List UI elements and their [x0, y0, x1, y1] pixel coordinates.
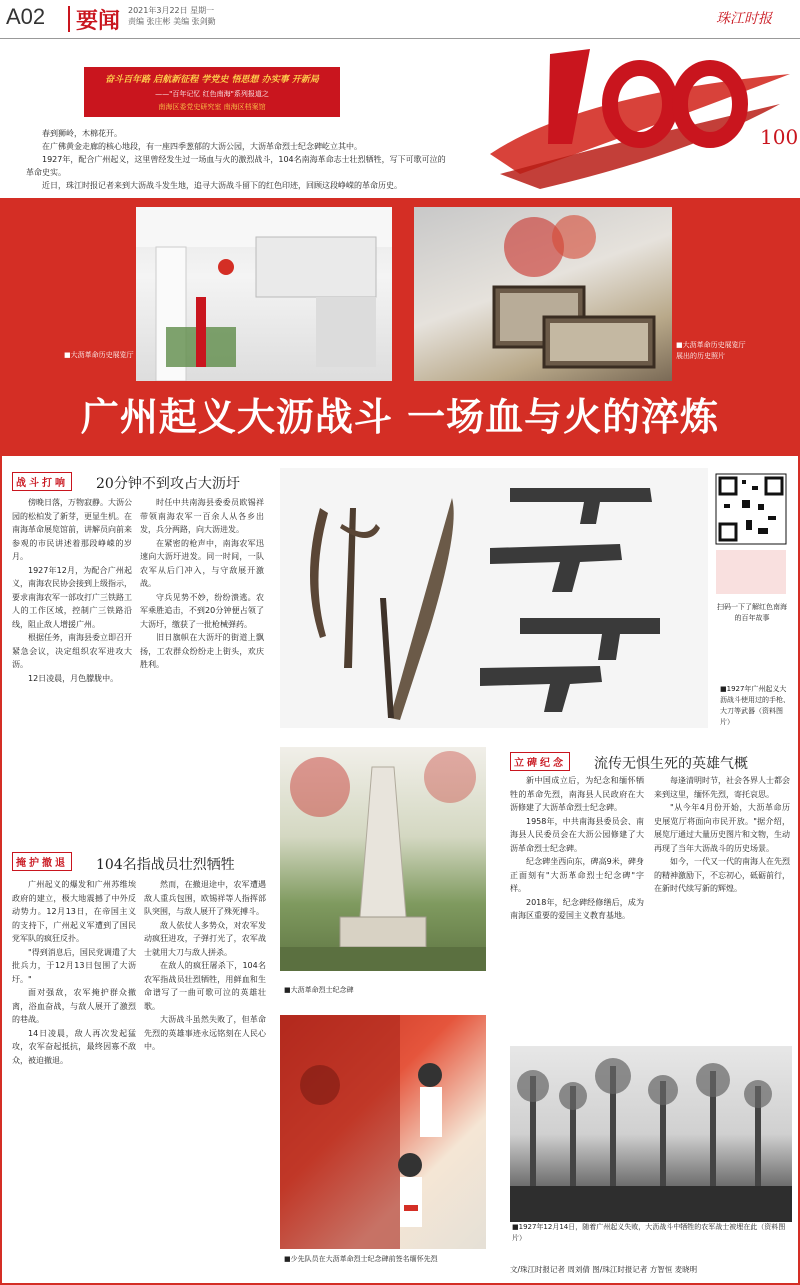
intro-paragraph: 近日，珠江时报记者来到大沥战斗发生地，追寻大沥战斗留下的红色印迹，回顾这段峥嵘的革命历史。 [42, 181, 402, 190]
article-column [140, 496, 264, 672]
paragraph: 敌人依仗人多势众，对农军发动疯狂进攻，子弹打光了，农军战士就用大刀与敌人拼杀。 [144, 920, 266, 957]
qr-code[interactable] [712, 470, 790, 598]
paragraph: 旧日旗帜在大沥圩的街道上飘扬，工农群众纷纷走上街头，欢庆胜利。 [140, 633, 264, 669]
editor-text: 责编 张庄彬 美编 张剑勤 [128, 17, 216, 26]
main-headline: 广州起义大沥战斗 一场血与火的淬炼 [80, 394, 720, 439]
historical-photos-display [414, 207, 672, 381]
photo-caption: ■1927年广州起义大沥战斗使用过的手枪、大刀等武器（资料图片） [720, 685, 790, 726]
banner-organizers: 南海区委党史研究室 南海区档案馆 [158, 103, 266, 111]
historical-site-photo [510, 1046, 792, 1222]
photo-caption: ■大沥革命历史展览厅 [64, 351, 134, 359]
series-banner [84, 67, 340, 117]
section-subtitle: 流传无惧生死的英雄气概 [594, 756, 748, 772]
intro-paragraph: 在广佛黄金走廊的核心地段，有一座四季葱郁的大沥公园，大沥革命烈士纪念碑屹立其中。 [42, 142, 362, 151]
header-divider [68, 6, 70, 32]
paragraph: 然而，在撤退途中，农军遭遇敌人重兵包围，欧锡祥等人指挥部队突围，与敌人展开了殊死搏斗。 [144, 880, 266, 916]
weapons-photo [280, 468, 708, 728]
centenary-emblem [460, 34, 800, 194]
photo-caption: ■大沥革命历史展览厅展出的历史照片 [676, 341, 746, 360]
monument-photo [280, 747, 486, 971]
paragraph: 守兵见势不妙，纷纷溃逃。农军乘胜追击，不到20分钟便占领了大沥圩，缴获了一批枪械弹药。 [140, 592, 264, 629]
paragraph: "从今年4月份开始，大沥革命历史展览厅将面向市民开放。"据介绍，展览厅通过大量历史图片和文物，生动再现了当年大沥战斗的历史场景。 [654, 803, 790, 853]
paragraph: 如今，一代又一代的南海人在先烈的精神激励下，不忘初心，砥砺前行，在新时代续写新的辉煌。 [654, 857, 790, 893]
article-column [510, 774, 644, 923]
paragraph: 纪念碑坐西向东，碑高9米，碑身正面刻有"大沥革命烈士纪念碑"字样。 [510, 857, 644, 893]
paragraph: 2018年，纪念碑经修缮后，成为南海区重要的爱国主义教育基地。 [510, 897, 644, 920]
byline: 文/珠江时报记者 周刘倩 图/珠江时报记者 方智恒 麦晓明 [510, 1265, 698, 1274]
paragraph: 傍晚日落，万物寂静。大沥公园的松柏发了新芽，更显生机。在南海革命展览馆前，讲解员向前来参观的市民讲述着那段峥嵘的岁月。 [12, 498, 132, 561]
section-subtitle: 20分钟不到攻占大沥圩 [96, 476, 240, 492]
intro-paragraph: 1927年，配合广州起义，这里曾经发生过一场血与火的激烈战斗，104名南海革命志士壮烈牺牲，写下可歌可泣的革命史实。 [26, 155, 446, 177]
intro-text [26, 127, 446, 192]
dateline [128, 5, 216, 27]
intro-paragraph: 春到狮岭，木棉花开。 [42, 129, 122, 138]
paper-logo: 珠江时报 [716, 11, 772, 27]
young-pioneers-photo [280, 1015, 486, 1249]
article-column [144, 878, 266, 1054]
section-tag: 掩护撤退 [12, 852, 72, 871]
article-column [654, 774, 790, 896]
paragraph: 新中国成立后，为纪念和缅怀牺牲的革命先烈，南海县人民政府在大沥修建了大沥革命烈士纪念碑。 [510, 776, 644, 812]
paragraph: 广州起义的爆发和广州苏维埃政府的建立，极大地震撼了中外反动势力。12月13日，在帝国主义的支持下，广州起义军遭到了国民党军队的疯狂反扑。 [12, 880, 136, 943]
banner-series: ——"百年记忆 红色南海"系列报道之 [155, 90, 269, 98]
paragraph: 面对强敌，农军掩护群众撤离，浴血奋战，与敌人展开了激烈的巷战。 [12, 988, 136, 1024]
paragraph: "得到消息后，国民党调遣了大批兵力，于12月13日包围了大沥圩。" [12, 947, 136, 984]
exhibition-hall-photo [136, 207, 392, 381]
section-title: 要闻 [76, 8, 121, 34]
photo-caption: ■1927年12月14日，随着广州起义失败，大沥战斗中牺牲的农军战士被埋在此（资料图片） [512, 1223, 786, 1242]
paragraph: 12日凌晨，月色朦胧中。 [28, 673, 119, 683]
photo-caption: ■少先队员在大沥革命烈士纪念碑前签名缅怀先烈 [284, 1255, 438, 1263]
paragraph: 根据任务，南海县委立即召开紧急会议，决定组织农军进攻大沥。 [12, 633, 132, 669]
paragraph: 在紧密的枪声中，南海农军迅速向大沥圩进发。同一时间，一队农军从后门冲入，与守敌展开激战。 [140, 538, 264, 588]
paragraph: 大沥战斗虽然失败了，但革命先烈的英雄事迹永远铭刻在人民心中。 [144, 1015, 266, 1051]
qr-caption: 扫码一下了解红色南海的百年故事 [717, 603, 787, 622]
paragraph: 1927年12月，为配合广州起义，南海农民协会接到上级指示，要求南海农军一部攻打广三铁路工人的工作区域，控制广三铁路沿线，阻止敌人增援广州。 [12, 565, 132, 629]
date-text: 2021年3月22日 星期一 [128, 6, 215, 15]
paragraph: 时任中共南海县委委员欧锡祥带领南海农军一百余人从各乡出发，兵分两路，向大沥进发。 [140, 498, 264, 534]
paragraph: 每逢清明时节，社会各界人士都会来到这里，缅怀先烈，寄托哀思。 [654, 776, 790, 799]
section-subtitle: 104名指战员壮烈牺牲 [96, 857, 235, 873]
paragraph: 14日凌晨，敌人再次发起猛攻，农军奋起抵抗，最终因寡不敌众，被迫撤退。 [12, 1028, 136, 1065]
article-column [12, 496, 132, 685]
photo-caption: ■大沥革命烈士纪念碑 [284, 986, 354, 994]
anniversary-number: 100 [760, 125, 799, 149]
paragraph: 1958年，中共南海县委员会、南海县人民委员会在大沥公园修建了大沥革命烈士纪念碑。 [510, 816, 644, 853]
section-tag: 战斗打响 [12, 472, 72, 491]
paragraph: 在敌人的疯狂屠杀下，104名农军指战员壮烈牺牲，用鲜血和生命谱写了一曲可歌可泣的英雄壮歌。 [144, 961, 266, 1011]
section-tag: 立碑纪念 [510, 752, 570, 771]
page-number: A02 [6, 4, 46, 29]
banner-slogan: 奋斗百年路 启航新征程 学党史 悟思想 办实事 开新局 [105, 75, 319, 85]
article-column [12, 878, 136, 1067]
